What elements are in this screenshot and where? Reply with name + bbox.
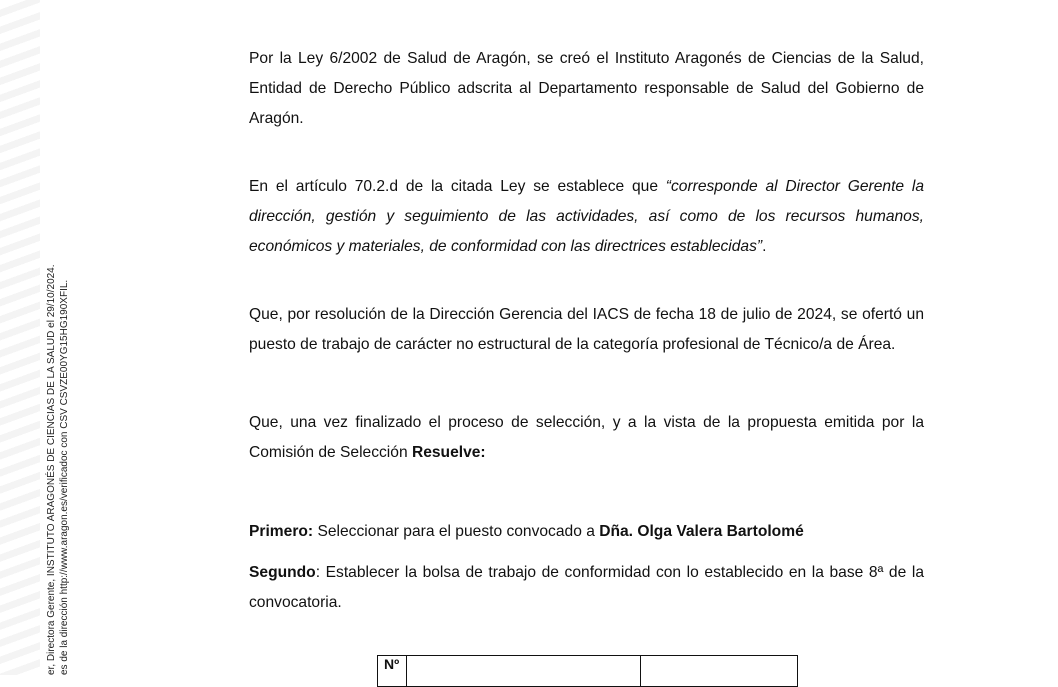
selected-candidate-name: Dña. Olga Valera Bartolomé <box>599 523 804 540</box>
table-header-cell <box>641 656 798 687</box>
margin-note-line-2: es de la dirección http://www.aragon.es/verificadoc con CSV CSVZE00YG15HG190XFIL. <box>59 279 70 675</box>
selection-text: Que, una vez finalizado el proceso de selección, y a la vista de la propuesta emitida por la Comisión de Selección <box>249 414 924 461</box>
article-intro: En el artículo 70.2.d de la citada Ley se establece que <box>249 178 666 195</box>
segundo-label: Segundo <box>249 564 316 581</box>
bolsa-table <box>377 655 798 687</box>
margin-pattern <box>0 0 40 675</box>
paragraph-primero <box>249 517 804 547</box>
paragraph-resolution: Que, por resolución de la Dirección Gerencia del IACS de fecha 18 de julio de 2024, se ofertó un puesto de trabajo de carácter no estructural de la categoría profesional de Técnico/a de Área. <box>249 306 924 353</box>
resuelve-label: Resuelve: <box>411 444 486 461</box>
segundo-text: : Establecer la bolsa de trabajo de conformidad con lo establecido en la base 8ª de la convocatoria. <box>249 564 924 611</box>
paragraph-law: Por la Ley 6/2002 de Salud de Aragón, se creó el Instituto Aragonés de Ciencias de la Salud, Entidad de Derecho Público adscrita al Departamento responsable de Salud del Gobierno de Aragón. <box>249 50 924 127</box>
paragraph-segundo <box>249 558 924 618</box>
primero-label: Primero: <box>249 523 314 540</box>
table-row <box>378 656 798 687</box>
table-header-cell <box>407 656 641 687</box>
paragraph-article <box>249 172 924 262</box>
table-header-num: Nº <box>378 656 407 687</box>
verification-margin-note <box>45 155 71 675</box>
margin-note-line-1: er, Directora Gerente, INSTITUTO ARAGONÉS DE CIENCIAS DE LA SALUD el 29/10/2024. <box>46 264 57 675</box>
primero-text: Seleccionar para el puesto convocado a <box>313 523 600 540</box>
article-quote: “corresponde al Director Gerente la dirección, gestión y seguimiento de las actividades, así como de los recursos humanos, económicos y materiales, de conformidad con las directrices establecidas” <box>249 178 924 255</box>
paragraph-selection <box>249 408 924 468</box>
article-end: . <box>762 238 767 255</box>
